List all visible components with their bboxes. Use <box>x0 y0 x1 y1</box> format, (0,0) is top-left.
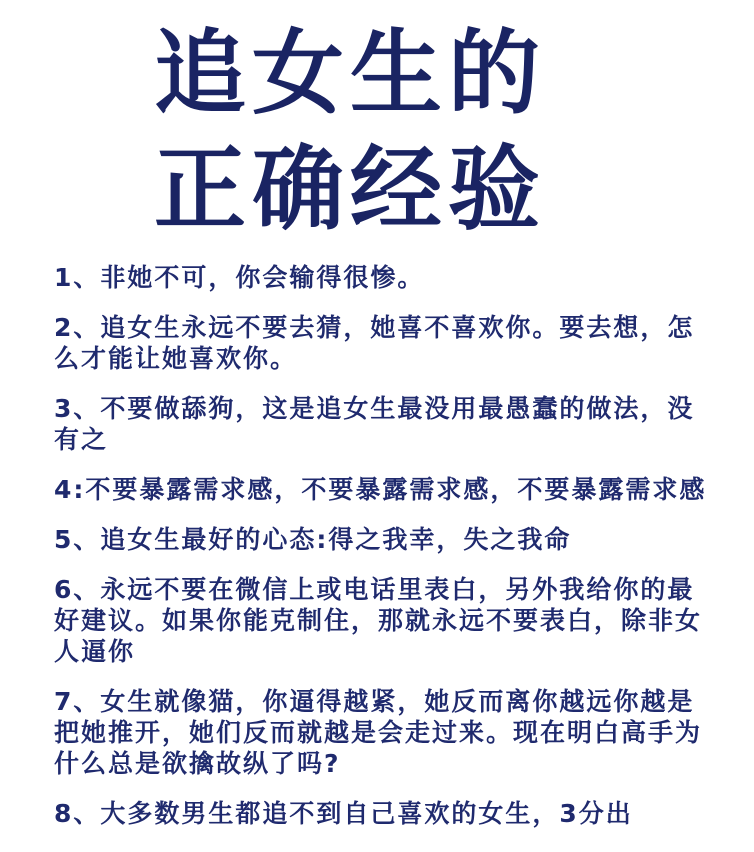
page-title-line-2: 正确经验 <box>153 136 546 243</box>
list-item: 2、追女生永远不要去猜，她喜不喜欢你。要去想，怎么才能让她喜欢你。 <box>54 313 695 373</box>
list-item: 3、不要做舔狗，这是追女生最没用最愚蠢的做法，没有之 <box>54 394 695 454</box>
list-item: 5、追女生最好的心态:得之我幸，失之我命 <box>54 525 572 554</box>
page-title-line-1: 追女生的 <box>153 20 546 127</box>
tips-list <box>54 262 714 848</box>
list-item: 1、非她不可，你会输得很惨。 <box>54 263 425 292</box>
list-item: 6、永远不要在微信上或电话里表白，另外我给你的最好建议。如果你能克制住，那就永远不要表白，除非女人逼你 <box>54 575 703 666</box>
list-item: 4:不要暴露需求感，不要暴露需求感，不要暴露需求感 <box>54 475 707 504</box>
list-item: 8、大多数男生都追不到自己喜欢的女生，3分出 <box>54 799 633 828</box>
list-item: 7、女生就像猫，你逼得越紧，她反而离你越远你越是把她推开，她们反而就越是会走过来。现在明白高手为什么总是欲擒故纵了吗? <box>54 687 703 778</box>
